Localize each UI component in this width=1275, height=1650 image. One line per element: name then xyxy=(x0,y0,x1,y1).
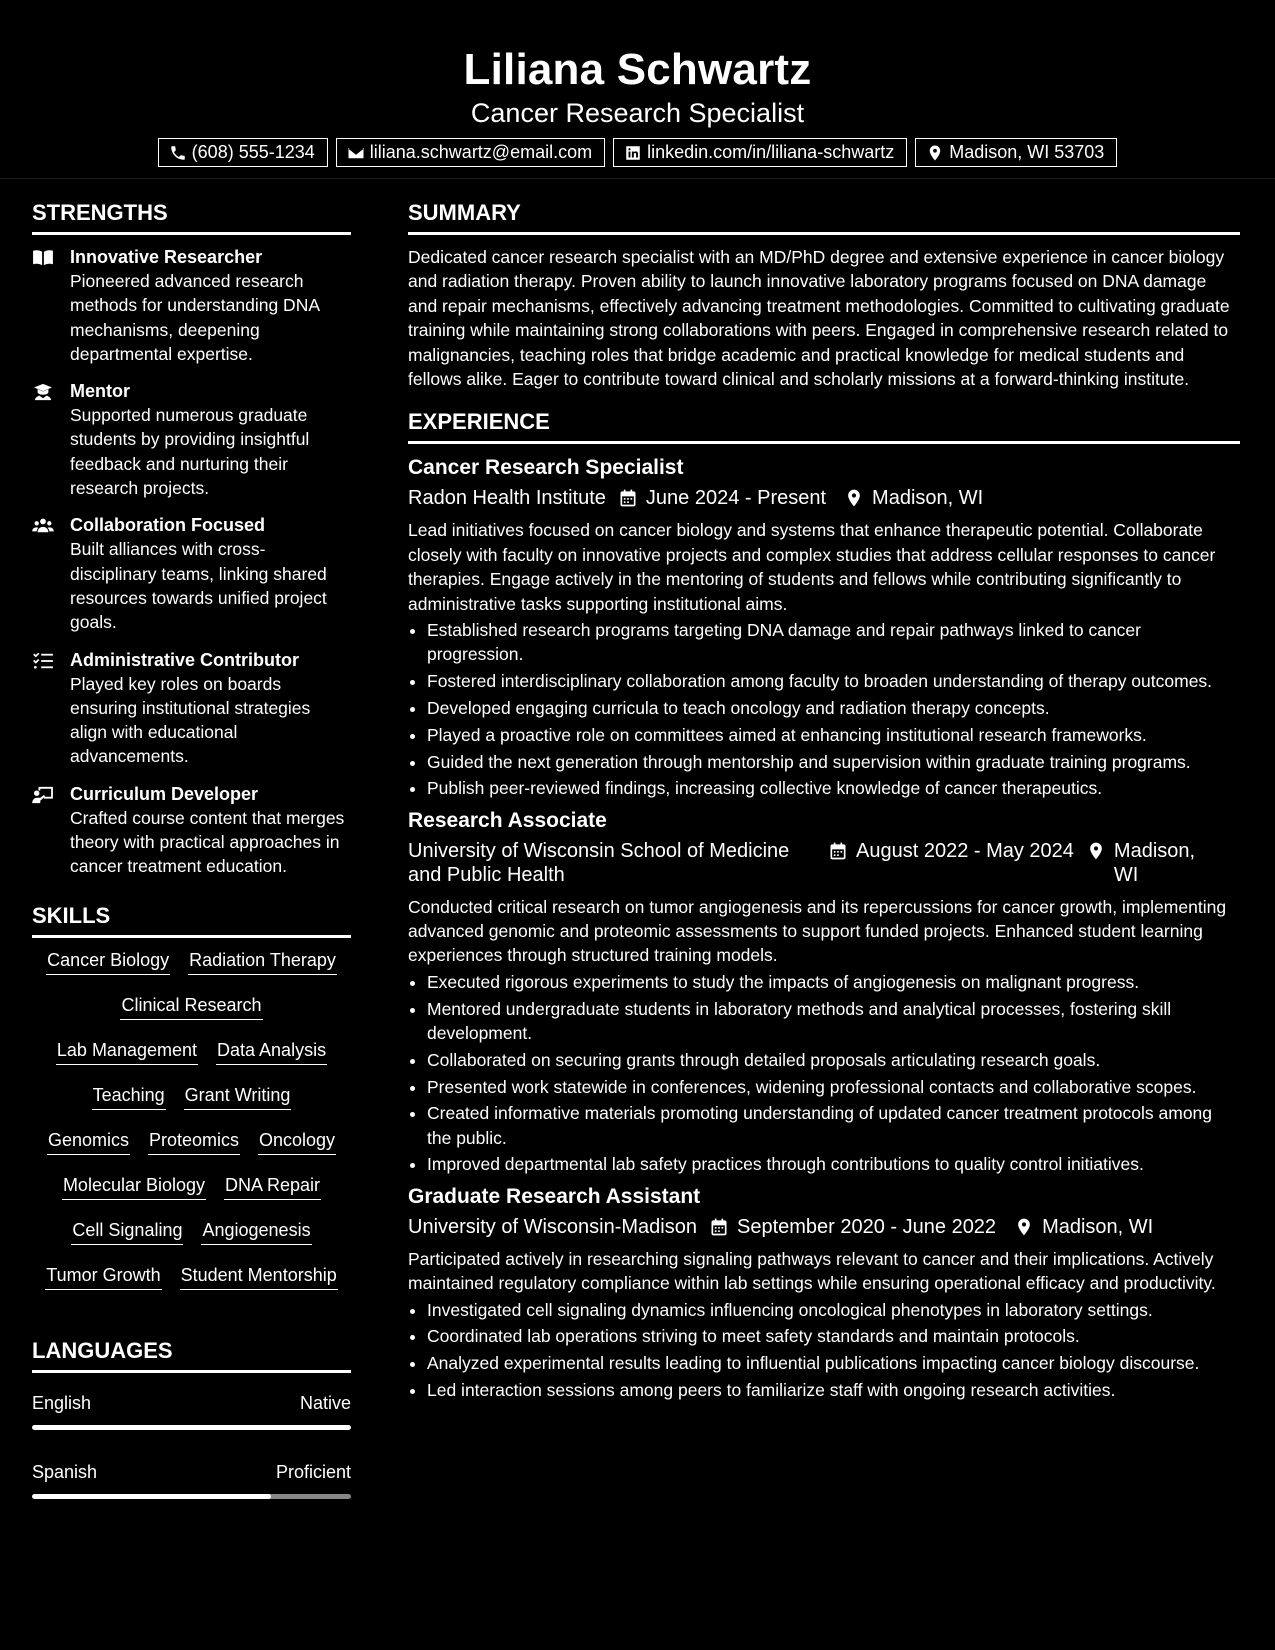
job-title: Graduate Research Assistant xyxy=(408,1184,701,1208)
skill-row xyxy=(92,1083,292,1128)
strength-item xyxy=(32,379,351,500)
skill-row xyxy=(45,1263,337,1308)
experience-heading: EXPERIENCE xyxy=(408,407,1240,444)
job-bullet: • Collaborated on securing grants through detailed proposals articulating research goals. xyxy=(427,1048,1240,1072)
job-description: Conducted critical research on tumor angiogenesis and its repercussions for cancer growth, implementing advanced genomic and proteomic assessments to support funded projects. Enhanced student learning experiences through structured training models. xyxy=(408,896,1227,966)
linkedin-icon xyxy=(624,144,642,162)
resume-header xyxy=(0,0,1275,179)
job-description: Lead initiatives focused on cancer biology and systems that enhance therapeutic potential. Collaborate closely with faculty on innovative projects and complex studies that address cellular responses to cancer therapies. Engage actively in the mentoring of students and fellows while contributing significantly to administrative tasks supporting institutional aims. xyxy=(408,520,1216,614)
language-item xyxy=(32,1460,351,1499)
strength-title: Innovative Researcher xyxy=(70,247,263,267)
skill-tag: Cell Signaling xyxy=(71,1218,183,1245)
book-open-icon xyxy=(32,249,54,267)
skill-row xyxy=(120,993,262,1038)
job-bullet: • Guided the next generation through mentorship and supervision within graduate training programs. xyxy=(427,750,1240,774)
strength-title: Curriculum Developer xyxy=(70,783,259,804)
graduate-icon xyxy=(32,383,54,401)
list-check-icon xyxy=(32,652,54,670)
candidate-title: Cancer Research Specialist xyxy=(470,98,805,128)
job-dates: September 2020 - June 2022 xyxy=(736,1215,997,1238)
job-entry xyxy=(408,1183,1240,1403)
languages-heading: LANGUAGES xyxy=(32,1336,351,1373)
skill-tag: Radiation Therapy xyxy=(188,948,337,975)
skill-tag: Proteomics xyxy=(148,1128,240,1155)
skill-tag: Genomics xyxy=(47,1128,130,1155)
skill-row xyxy=(71,1218,311,1263)
strength-item xyxy=(32,648,351,769)
job-bullet: • Led interaction sessions among peers to familiarize staff with ongoing research activities. xyxy=(427,1378,1240,1402)
language-level: Native xyxy=(299,1392,351,1413)
job-meta xyxy=(408,1215,1240,1239)
job-meta xyxy=(408,839,1240,887)
contact-bar xyxy=(0,138,1275,167)
users-icon xyxy=(32,517,54,535)
left-column xyxy=(32,198,351,1529)
skill-tag: Cancer Biology xyxy=(46,948,170,975)
strength-desc: Supported numerous graduate students by providing insightful feedback and nurturing their research projects. xyxy=(70,405,310,499)
job-title: Research Associate xyxy=(408,808,607,832)
skill-tag: Lab Management xyxy=(56,1038,198,1065)
job-entry xyxy=(408,807,1240,1177)
job-bullet: • Coordinated lab operations striving to meet safety standards and maintain protocols. xyxy=(427,1324,1240,1348)
strength-title: Collaboration Focused xyxy=(70,515,266,536)
job-location: Madison, WI xyxy=(1042,1215,1154,1238)
job-title: Cancer Research Specialist xyxy=(408,456,684,480)
skill-tag: Clinical Research xyxy=(120,993,262,1020)
contact-email-text: liliana.schwartz@email.com xyxy=(369,142,593,162)
job-bullet: • Mentored undergraduate students in laboratory methods and analytical processes, fostering skill development. xyxy=(427,997,1240,1046)
contact-phone-text: (608) 555-1234 xyxy=(191,142,315,162)
map-pin-icon xyxy=(926,144,944,162)
job-bullet: • Executed rigorous experiments to study the impacts of angiogenesis on malignant progress. xyxy=(427,970,1240,994)
contact-email[interactable] xyxy=(336,138,605,167)
job-bullet: • Investigated cell signaling dynamics influencing oncological phenotypes in laboratory settings. xyxy=(427,1298,1240,1322)
calendar-icon xyxy=(709,1217,729,1237)
job-description: Participated actively in researching signaling pathways relevant to cancer and their implications. Actively maintained regulatory compliance within lab settings while ensuring operational efficacy and productivity. xyxy=(408,1248,1216,1294)
skills-heading: SKILLS xyxy=(32,901,351,938)
candidate-name: Liliana Schwartz xyxy=(463,45,812,94)
language-item xyxy=(32,1391,351,1430)
job-bullets xyxy=(408,618,1240,801)
job-bullet: • Improved departmental lab safety practices through contributions to quality control initiatives. xyxy=(427,1152,1240,1176)
skill-tag: Oncology xyxy=(258,1128,336,1155)
skill-tag: Data Analysis xyxy=(216,1038,327,1065)
skill-tag: Angiogenesis xyxy=(201,1218,311,1245)
skill-tag: DNA Repair xyxy=(224,1173,321,1200)
language-proficiency-fill xyxy=(32,1494,271,1499)
phone-icon xyxy=(169,144,187,162)
contact-location-text: Madison, WI 53703 xyxy=(949,142,1105,162)
teacher-icon xyxy=(32,786,54,804)
strengths-list xyxy=(32,245,351,879)
strength-desc: Crafted course content that merges theory with practical approaches in cancer treatment education. xyxy=(70,807,345,877)
language-proficiency-bar xyxy=(32,1494,351,1499)
contact-phone[interactable] xyxy=(158,138,328,167)
map-pin-icon xyxy=(1086,841,1106,861)
strength-desc: Pioneered advanced research methods for understanding DNA mechanisms, deepening departmental expertise. xyxy=(70,271,320,364)
job-dates: August 2022 - May 2024 xyxy=(856,839,1074,862)
job-bullet: • Played a proactive role on committees aimed at enhancing institutional research frameworks. xyxy=(427,723,1240,747)
map-pin-icon xyxy=(844,488,864,508)
strengths-heading: STRENGTHS xyxy=(32,198,351,235)
strength-item xyxy=(32,782,351,879)
map-pin-icon xyxy=(1014,1217,1034,1237)
language-name: English xyxy=(32,1392,92,1413)
calendar-icon xyxy=(828,841,848,861)
summary-text: Dedicated cancer research specialist with an MD/PhD degree and extensive experience in cancer biology and radiation therapy. Proven ability to launch innovative laboratory programs focused on DNA damage and repair mechanisms, effectively advancing treatment methodologies. Committed to cultivating graduate training while maintaining strong collaborations with peers. Engaged in comprehensive research related to malignancies, teaching roles that bridge academic and practical knowledge for medical students and fellows alike. Eager to contribute toward clinical and scholarly missions at a forward-thinking institute. xyxy=(408,247,1230,390)
job-bullet: • Created informative materials promoting understanding of updated cancer treatment protocols among the public. xyxy=(427,1101,1240,1150)
language-name: Spanish xyxy=(32,1461,98,1482)
right-column xyxy=(408,198,1240,1405)
calendar-icon xyxy=(618,488,638,508)
strength-desc: Played key roles on boards ensuring institutional strategies align with educational advancements. xyxy=(70,673,311,767)
job-bullet: • Developed engaging curricula to teach oncology and radiation therapy concepts. xyxy=(427,696,1240,720)
skill-row xyxy=(47,1128,336,1173)
skill-row xyxy=(62,1173,321,1218)
job-bullets xyxy=(408,970,1240,1177)
job-dates: June 2024 - Present xyxy=(645,487,827,510)
skill-tag: Grant Writing xyxy=(184,1083,292,1110)
skill-tag: Molecular Biology xyxy=(62,1173,206,1200)
skills-list xyxy=(32,948,351,1308)
contact-linkedin-text: linkedin.com/in/liliana-schwartz xyxy=(647,142,895,162)
strength-desc: Built alliances with cross-disciplinary teams, linking shared resources towards unified project goals. xyxy=(70,539,327,633)
job-bullet: • Presented work statewide in conferences, widening professional contacts and collaborative scopes. xyxy=(427,1075,1240,1099)
strength-title: Administrative Contributor xyxy=(70,649,300,670)
job-entry xyxy=(408,454,1240,800)
language-level: Proficient xyxy=(275,1461,351,1482)
skill-tag: Teaching xyxy=(92,1083,166,1110)
strength-title: Mentor xyxy=(70,381,130,402)
summary-heading: SUMMARY xyxy=(408,198,1240,235)
job-bullet: • Analyzed experimental results leading to influential publications impacting cancer biology discourse. xyxy=(427,1351,1240,1375)
job-bullets xyxy=(408,1298,1240,1403)
envelope-icon xyxy=(347,144,365,162)
language-proficiency-fill xyxy=(32,1425,351,1430)
job-organization: University of Wisconsin School of Medicine and Public Health xyxy=(408,839,790,886)
job-location: Madison, WI xyxy=(872,487,984,510)
contact-linkedin[interactable] xyxy=(613,138,907,167)
strength-item xyxy=(32,513,351,634)
job-meta xyxy=(408,486,1240,510)
skill-tag: Student Mentorship xyxy=(180,1263,338,1290)
skill-row xyxy=(56,1038,327,1083)
skill-row xyxy=(46,948,337,993)
job-bullet: • Established research programs targeting DNA damage and repair pathways linked to cancer progression. xyxy=(427,618,1240,667)
language-proficiency-bar xyxy=(32,1425,351,1430)
contact-location xyxy=(915,138,1117,167)
job-organization: University of Wisconsin-Madison xyxy=(408,1215,697,1238)
skill-tag: Tumor Growth xyxy=(45,1263,161,1290)
job-bullet: • Fostered interdisciplinary collaboration among faculty to broaden understanding of therapy outcomes. xyxy=(427,669,1240,693)
strength-item xyxy=(32,245,351,366)
job-bullet: • Publish peer-reviewed findings, increasing collective knowledge of cancer therapeutics. xyxy=(427,776,1240,800)
job-location: Madison, WI xyxy=(1113,839,1196,886)
job-organization: Radon Health Institute xyxy=(408,487,606,510)
